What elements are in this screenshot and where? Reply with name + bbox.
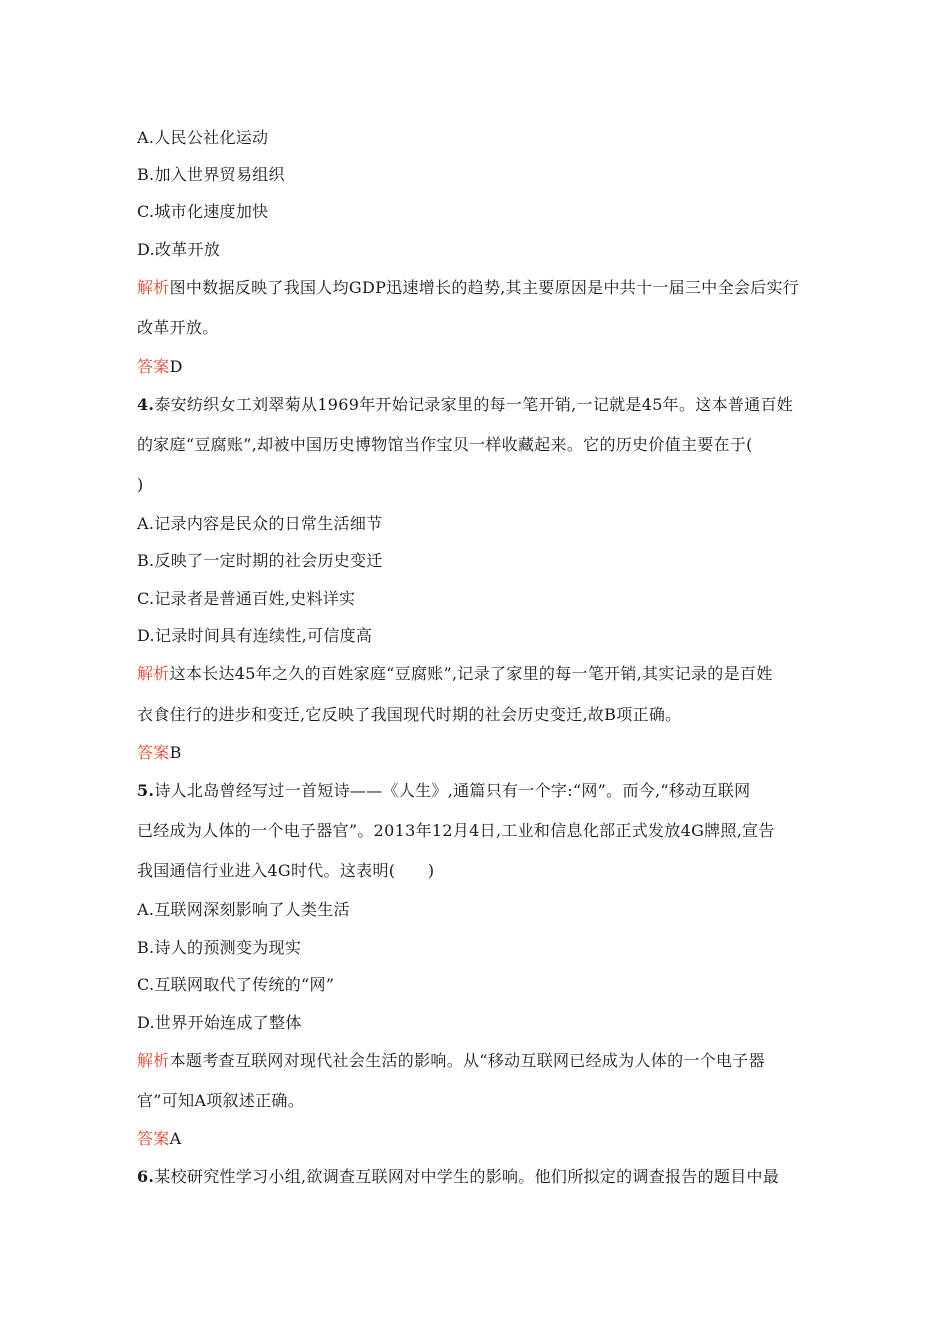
q5-option-b: B.诗人的预测变为现实 xyxy=(137,938,302,957)
q3-option-a: A.人民公社化运动 xyxy=(137,128,269,147)
q5-stem-line-3: 我国通信行业进入4G时代。这表明( ) xyxy=(137,861,435,880)
q4-stem-line-1 xyxy=(137,393,827,417)
q4-stem-line-2: 的家庭“豆腐账”,却被中国历史博物馆当作宝贝一样收藏起来。它的历史价值主要在于( xyxy=(137,435,753,454)
analysis-label: 解析 xyxy=(137,1051,170,1070)
q4-option-c: C.记录者是普通百姓,史料详实 xyxy=(137,589,356,608)
q5-option-a: A.互联网深刻影响了人类生活 xyxy=(137,900,350,919)
q4-number: 4. xyxy=(137,395,155,414)
q5-option-d: D.世界开始连成了整体 xyxy=(137,1013,302,1032)
q5-analysis-text-1: 本题考查互联网对现代社会生活的影响。从“移动互联网已经成为人体的一个电子器 xyxy=(169,1051,765,1070)
q6-stem-line-1 xyxy=(137,1165,827,1189)
q5-analysis-line-1 xyxy=(137,1049,827,1073)
q4-analysis-line-2: 衣食住行的进步和变迁,它反映了我国现代时期的社会历史变迁,故B项正确。 xyxy=(137,705,682,724)
q4-answer-value: B xyxy=(169,743,182,762)
q4-analysis-line-1 xyxy=(137,662,827,686)
q3-option-b: B.加入世界贸易组织 xyxy=(137,165,285,184)
q4-analysis-text-1: 这本长达45年之久的百姓家庭“豆腐账”,记录了家里的每一笔开销,其实记录的是百姓 xyxy=(169,664,773,683)
q5-stem-line-1 xyxy=(137,779,827,803)
analysis-label: 解析 xyxy=(137,278,170,297)
q4-stem-line-3: ) xyxy=(137,475,144,494)
answer-label: 答案 xyxy=(137,357,170,376)
q5-number: 5. xyxy=(137,781,155,800)
q3-answer-value: D xyxy=(169,357,183,376)
q5-stem-text-1: 诗人北岛曾经写过一首短诗——《人生》,通篇只有一个字:“网”。而今,“移动互联网 xyxy=(154,781,751,800)
q4-option-d: D.记录时间具有连续性,可信度高 xyxy=(137,626,373,645)
q4-answer xyxy=(137,741,827,765)
q5-answer xyxy=(137,1127,827,1151)
q3-answer xyxy=(137,355,827,379)
q5-option-c: C.互联网取代了传统的“网” xyxy=(137,975,335,994)
q4-option-a: A.记录内容是民众的日常生活细节 xyxy=(137,514,383,533)
q5-stem-line-2: 已经成为人体的一个电子器官”。2013年12月4日,工业和信息化部正式发放4G牌照,宣告 xyxy=(137,821,775,840)
q3-option-d: D.改革开放 xyxy=(137,240,221,259)
q6-stem-text-1: 某校研究性学习小组,欲调查互联网对中学生的影响。他们所拟定的调查报告的题目中最 xyxy=(154,1167,780,1186)
q3-option-c: C.城市化速度加快 xyxy=(137,202,269,221)
q3-analysis-line-1 xyxy=(137,276,827,300)
q4-option-b: B.反映了一定时期的社会历史变迁 xyxy=(137,551,383,570)
q5-analysis-line-2: 官”可知A项叙述正确。 xyxy=(137,1091,305,1110)
q3-analysis-line-2: 改革开放。 xyxy=(137,318,219,337)
q3-analysis-text-1: 图中数据反映了我国人均GDP迅速增长的趋势,其主要原因是中共十一届三中全会后实行 xyxy=(169,278,800,297)
answer-label: 答案 xyxy=(137,1129,170,1148)
q5-answer-value: A xyxy=(169,1129,182,1148)
q6-number: 6. xyxy=(137,1167,155,1186)
q4-stem-text-1: 泰安纺织女工刘翠菊从1969年开始记录家里的每一笔开销,一记就是45年。这本普通百姓 xyxy=(154,395,794,414)
analysis-label: 解析 xyxy=(137,664,170,683)
answer-label: 答案 xyxy=(137,743,170,762)
